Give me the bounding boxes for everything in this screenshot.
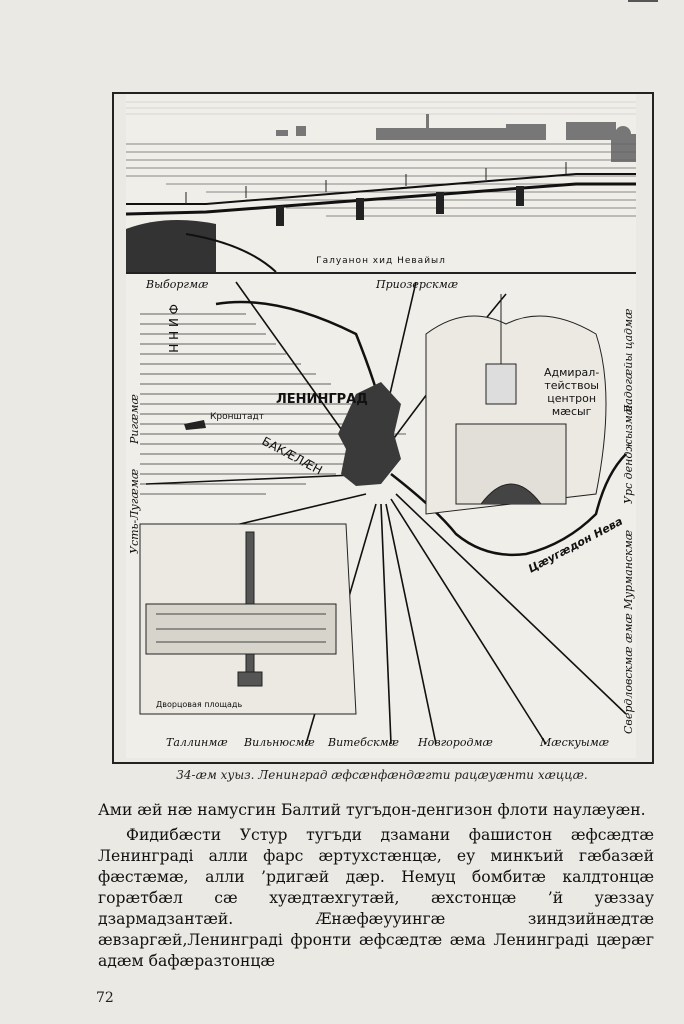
admiralty-line-3: центрон — [547, 392, 597, 405]
label-vyborg: Выборгмæ — [146, 278, 209, 291]
map-drawing — [126, 274, 636, 758]
figure — [112, 92, 652, 764]
railway-map — [126, 274, 636, 758]
label-tallinn: Таллинмæ — [166, 736, 228, 749]
paragraph-2: Фидибæсти Устур тугъди дзамани фашистон æфсæдтæ Ленинградi алли фарс æртухстæнцæ, еу минкъий гæбазæй фæстæмæ, алли ’рдигæй дæр. Немуц бомбитæ калдтонцæ горæтбæл сæ хуæдтæхгутæй, æхстонцæ ’й уæззау дзармадзантæй. Æнæфæууингæ зиндзийнæдтæ æвзаргæй,Ленинградi фронти æфсæдтæ æма Ленинградi цæрæг адæм бафæразтонцæ — [98, 826, 654, 970]
label-riga: Ригæмæ — [128, 394, 141, 444]
page-number: 72 — [96, 990, 114, 1006]
label-neva: Цæугæдон Нева — [526, 514, 625, 576]
label-palace-square: Дворцовая площадь — [156, 700, 243, 709]
label-priozersk: Приозерскмæ — [376, 278, 459, 291]
label-ust-luga: Усть-Лугæмæ — [128, 468, 141, 554]
admiralty-line-4: мæсыг — [551, 405, 592, 418]
label-white-sea: Урс денджызмæ — [622, 404, 635, 504]
body-text — [98, 800, 654, 972]
admiralty-line-1: Адмирал- — [544, 366, 600, 379]
admiralty-line-2: тействоы — [544, 379, 599, 392]
label-vilnius: Вильнюсмæ — [244, 736, 315, 749]
figure-caption: 34-æм хуыз. Ленинград æфсæнфæндæгти рацæуæнти хæццæ. — [176, 768, 588, 782]
label-ladoga: Ладогæйы цадмæ — [622, 308, 635, 414]
label-novgorod: Новгородмæ — [418, 736, 493, 749]
label-admiralty — [544, 366, 599, 418]
city-leningrad: ЛЕНИНГРАД — [276, 392, 368, 407]
label-sverdlovsk-murmansk: Свердловскмæ ӕмæ Мурманскмæ — [622, 529, 635, 734]
label-gulf: Ф И Н Н — [166, 304, 180, 353]
label-vitebsk: Витебскмæ — [328, 736, 400, 749]
paragraph-1: Ами æй нæ намусгин Балтий тугъдон-денгизон флоти наулæуæн. — [98, 801, 646, 819]
label-kronstadt: Кронштадт — [210, 412, 264, 422]
label-moscow: Мæскуымæ — [540, 736, 610, 749]
panorama-drawing — [126, 94, 636, 272]
label-bay: БАКÆЛÆН — [259, 434, 325, 478]
panorama-illustration — [126, 94, 636, 274]
panorama-caption: Галуанон хид Невайыл — [316, 256, 446, 266]
corner-mark — [628, 0, 658, 12]
